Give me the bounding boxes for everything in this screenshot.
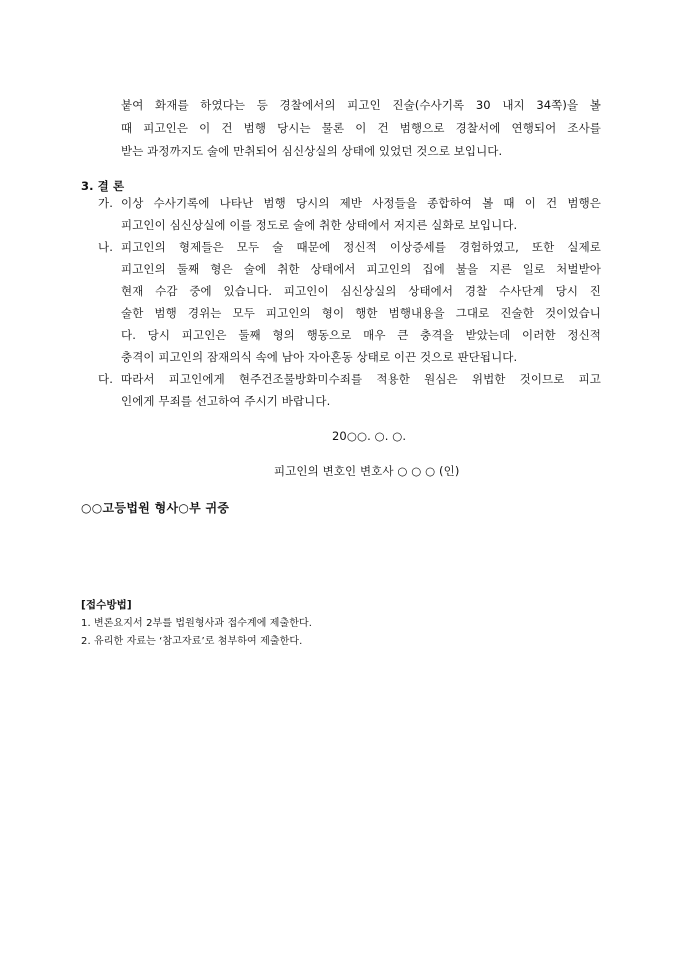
item-na-line-4: 술한 범행 경위는 모두 피고인의 형이 행한 범행내용을 그대로 진술한 것이었습니	[121, 306, 601, 320]
attorney-signature: 피고인의 변호인 변호사 ○ ○ ○ (인)	[274, 464, 460, 478]
item-na-line-1: 피고인의 형제들은 모두 술 때문에 정신적 이상증세를 경험하였고, 또한 실제로	[121, 240, 601, 254]
item-na-line-5: 다. 당시 피고인은 둘째 형의 행동으로 매우 큰 충격을 받았는데 이러한 정신적	[121, 328, 601, 342]
item-da-line-1: 따라서 피고인에게 현주건조물방화미수죄를 적용한 원심은 위법한 것이므로 피고	[121, 372, 601, 386]
court-addressee: ○○고등법원 형사○부 귀중	[81, 501, 230, 515]
filing-method-item-1: 1. 변론요지서 2부를 법원형사과 접수계에 제출한다.	[81, 618, 313, 629]
item-na-line-2: 피고인의 둘째 형은 술에 취한 상태에서 피고인의 집에 불을 지른 일로 처벌받아	[121, 262, 601, 276]
conclusion-heading: 3. 결 론	[81, 179, 125, 193]
item-da-line-2: 인에게 무죄를 선고하여 주시기 바랍니다.	[121, 394, 331, 408]
item-da-marker: 다.	[98, 372, 113, 386]
item-ga-marker: 가.	[98, 196, 113, 210]
filing-method-item-2: 2. 유리한 자료는 ‘참고자료’로 첨부하여 제출한다.	[81, 636, 303, 647]
item-ga-line-2: 피고인이 심신상실에 이를 정도로 술에 취한 상태에서 저지른 실화로 보입니다.	[121, 218, 518, 232]
item-na-line-6: 충격이 피고인의 잠재의식 속에 남아 자아혼동 상태로 이끈 것으로 판단됩니다.	[121, 350, 518, 364]
item-ga-line-1: 이상 수사기록에 나타난 범행 당시의 제반 사정들을 종합하여 볼 때 이 건 범행은	[121, 196, 601, 210]
document-date: 20○○. ○. ○.	[332, 429, 407, 443]
intro-line-1: 붙여 화재를 하였다는 등 경찰에서의 피고인 진술(수사기록 30 내지 34쪽)을 볼	[121, 98, 601, 112]
item-na-line-3: 현재 수감 중에 있습니다. 피고인이 심신상실의 상태에서 경찰 수사단계 당시 진	[121, 284, 601, 298]
filing-method-title: [접수방법]	[81, 599, 132, 611]
item-na-marker: 나.	[98, 240, 113, 254]
intro-line-2: 때 피고인은 이 건 범행 당시는 물론 이 건 범행으로 경찰서에 연행되어 조사를	[121, 121, 601, 135]
intro-line-3: 받는 과정까지도 술에 만취되어 심신상실의 상태에 있었던 것으로 보입니다.	[121, 144, 503, 158]
